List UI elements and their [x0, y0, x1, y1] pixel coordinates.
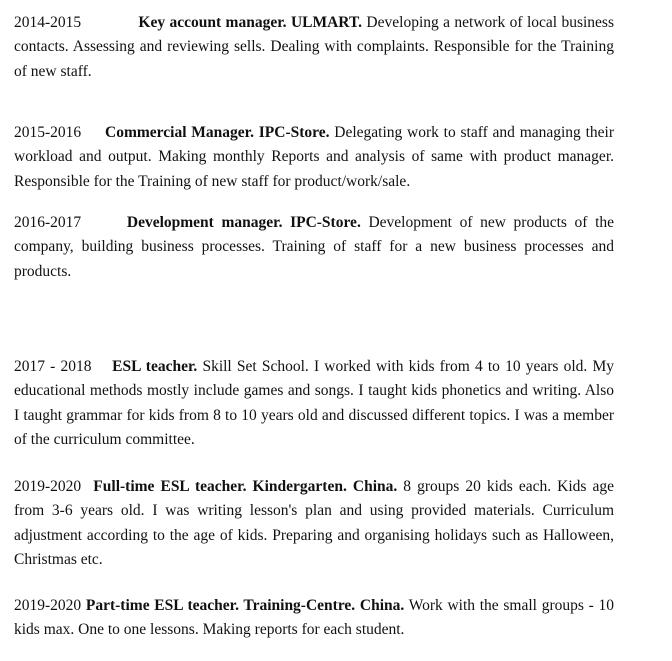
entry-description: Development of new products of the company, building business processes. Training of staff for a new business processes and products.	[14, 214, 615, 280]
entry-description: Developing a network of local business contacts. Assessing and reviewing sells. Dealing with complaints. Responsible for the Training of new staff.	[14, 14, 614, 80]
experience-entry-2019-2020-training-centre	[14, 594, 614, 643]
entry-role: Development manager. IPC-Store.	[126, 214, 361, 231]
entry-role: Commercial Manager. IPC-Store.	[105, 124, 330, 141]
entry-role: Key account manager. ULMART.	[138, 14, 363, 31]
entry-gap	[81, 14, 138, 31]
experience-entry-2014-2015	[14, 11, 614, 84]
experience-entry-2015-2016	[14, 121, 614, 194]
entry-period: 2015-2016	[14, 124, 82, 141]
entry-role: Full-time ESL teacher. Kindergarten. China.	[93, 478, 398, 495]
entry-period: 2019-2020	[14, 478, 82, 495]
entry-role: Part-time ESL teacher. Training-Centre. China.	[85, 597, 405, 614]
experience-entry-2016-2017	[14, 211, 614, 284]
entry-description: Delegating work to staff and managing their workload and output. Making monthly Reports and analysis of same with product manager. Responsible for the Training of new staff for product/work/sale.	[14, 124, 614, 190]
entry-period: 2014-2015	[14, 14, 82, 31]
entry-gap	[92, 358, 113, 375]
entry-role: ESL teacher.	[112, 358, 198, 375]
entry-gap	[81, 478, 93, 495]
experience-entry-2017-2018	[14, 355, 614, 452]
experience-entry-2019-2020-kindergarten	[14, 475, 614, 572]
entry-period: 2017 - 2018	[14, 358, 92, 375]
entry-description: Work with the small groups - 10 kids max. One to one lessons. Making reports for each student.	[14, 597, 614, 639]
entry-period: 2019-2020	[14, 597, 82, 614]
entry-period: 2016-2017	[14, 214, 82, 231]
entry-description: Skill Set School. I worked with kids from 4 to 10 years old. My educational methods mostly include games and songs. I taught kids phonetics and writing. Also I taught grammar for kids from 8 to 10 years old and discussed different topics. I was a member of the curriculum committee.	[14, 358, 615, 448]
entry-gap	[81, 124, 105, 141]
entry-gap	[81, 214, 127, 231]
entry-description: 8 groups 20 kids each. Kids age from 3-6 years old. I was writing lesson's plan and using provided materials. Curriculum adjustment according to the age of kids. Preparing and organising holidays such as Halloween, Christmas etc.	[14, 478, 614, 568]
